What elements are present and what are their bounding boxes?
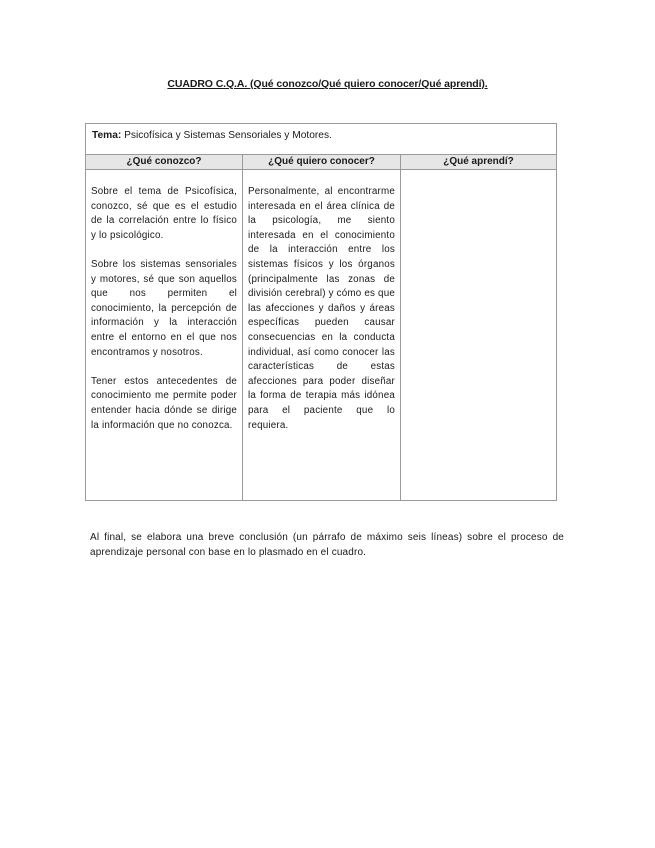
conozco-paragraph-2: Sobre los sistemas sensoriales y motores, sé que son aquellos que nos permiten el conocimiento, la percepción de información y la interacción entre el entorno en el que nos encontramos y nosotros. [91, 258, 237, 358]
header-que-quiero-conocer: ¿Qué quiero conocer? [243, 155, 401, 170]
document-title: CUADRO C.Q.A. (Qué conozco/Qué quiero conocer/Qué aprendí). [167, 78, 488, 90]
column-que-quiero-conocer [243, 170, 401, 500]
column-que-conozco [86, 170, 243, 500]
quiero-conocer-paragraph: Personalmente, al encontrarme interesada en el área clínica de la psicología, me siento interesada en el conocimiento de la interacción entre los sistemas físicos y los órganos (principalmente las zonas de división cerebral) y cómo es que las afecciones y daños y áreas específicas pueden causar consecuencias en la conducta individual, así como conocer las características de estas afecciones para poder diseñar la forma de terapia más idónea para el paciente que lo requiera. [248, 186, 395, 431]
tema-value: Psicofísica y Sistemas Sensoriales y Motores. [121, 130, 332, 141]
tema-label: Tema: [92, 130, 122, 141]
header-que-aprendi: ¿Qué aprendí? [401, 155, 556, 170]
conozco-paragraph-3: Tener estos antecedentes de conocimiento me permite poder entender hacia dónde se dirige la información que no conozca. [91, 375, 237, 431]
column-que-aprendi [401, 170, 556, 500]
conclusion-instructions: Al final, se elabora una breve conclusión (un párrafo de máximo seis líneas) sobre el proceso de aprendizaje personal con base en lo plasmado en el cuadro. [90, 532, 564, 558]
aprendi-content [401, 170, 556, 185]
cqa-table [85, 123, 557, 501]
header-que-conozco: ¿Qué conozco? [86, 155, 243, 170]
conozco-paragraph-1: Sobre el tema de Psicofísica, conozco, sé que es el estudio de la correlación entre lo físico y lo psicológico. [91, 186, 237, 241]
tema-row [86, 124, 556, 155]
